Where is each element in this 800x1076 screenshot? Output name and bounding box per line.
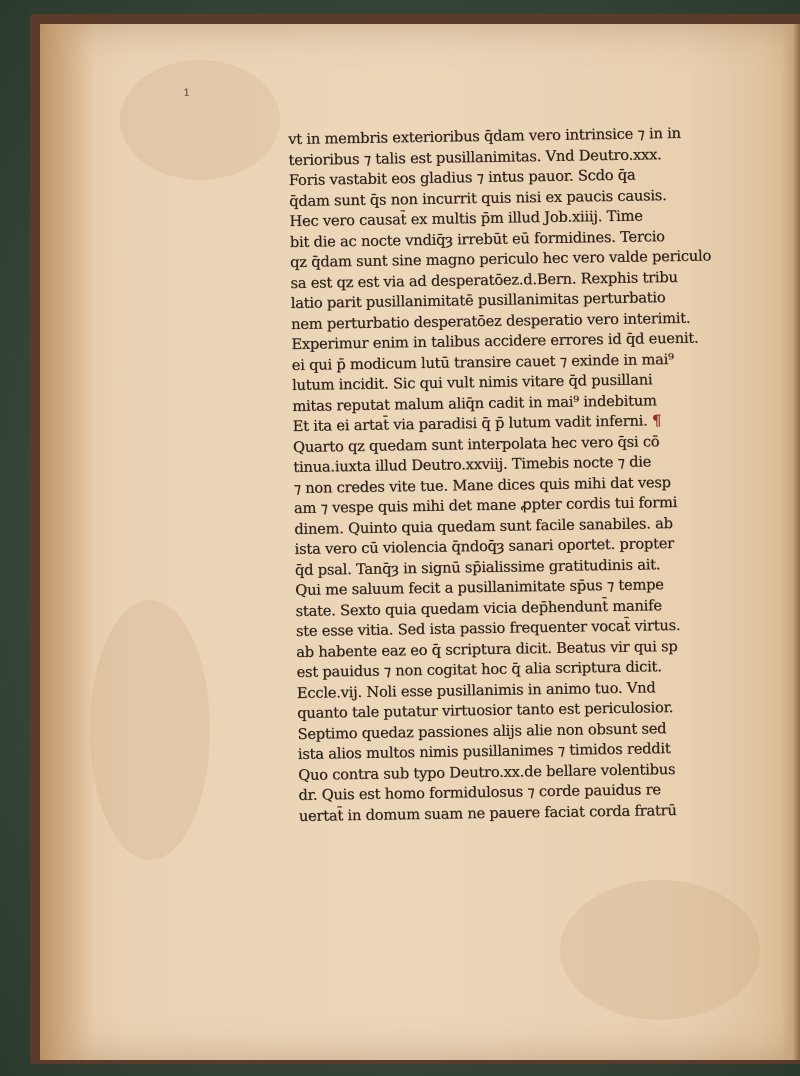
text-line: ste esse vitia. Sed ista passio frequenter vocat̄ virtus. [295, 616, 681, 640]
paper-stain [120, 60, 280, 180]
text-line: Septimo quedaz passiones alijs alie non obsunt sed [297, 719, 667, 743]
text-line: dinem. Quinto quia quedam sunt facile sanabiles. ab [294, 514, 673, 538]
text-line: uertat̄ in domum suam ne pauere faciat corda fratrū [298, 801, 677, 825]
paper-stain [90, 600, 210, 860]
text-line: Experimur enim in talibus accidere errores id q̄d euenit. [291, 329, 699, 353]
text-line: vt in membris exterioribus q̄dam vero intrinsice ⁊ in in [288, 124, 681, 148]
text-line: ab habente eaz eo q̄ scriptura dicit. Beatus vir qui sp [296, 637, 678, 661]
text-line: qz q̄dam sunt sine magno periculo hec vero valde periculo [289, 247, 712, 271]
text-line: am ⁊ vespe quis mihi det mane ꝓpter cordis tui formi [293, 493, 678, 517]
text-line: dr. Quis est homo formidulosus ⁊ corde pauidus re [298, 781, 661, 804]
text-line: lutum incidit. Sic qui vult nimis vitare q̄d pusillani [291, 371, 653, 394]
text-line: sa est qz est via ad desperatōez.d.Bern. Rexphis tribu [290, 268, 678, 292]
margin-mark: ¹ [183, 86, 191, 107]
text-line: ei qui p̄ modicum lutū transire cauet ⁊ exinde in mai⁹ [291, 350, 674, 374]
text-line: ista alios multos nimis pusillanimes ⁊ timidos reddit [297, 740, 671, 763]
text-line: ⁊ non credes vite tue. Mane dices quis mihi dat vesp [293, 473, 671, 497]
text-line: tinua.iuxta illud Deutro.xxviij. Timebis nocte ⁊ die [293, 453, 652, 476]
paragraph-mark: ¶ [647, 412, 662, 430]
text-line: Quarto qz quedam sunt interpolata hec vero q̄si cō [292, 432, 660, 456]
text-line: Qui me saluum fecit a pusillanimitate sp̄us ⁊ tempe [295, 576, 664, 599]
text-line: mitas reputat malum aliq̄n cadit in mai⁹ indebitum [292, 391, 657, 415]
text-line: ista vero cū violencia q̄ndoq̄ȝ sanari oportet. propter [294, 534, 675, 558]
paper-stain [560, 880, 760, 1020]
text-line: nem perturbatio desperatōez desperatio vero interimit. [290, 309, 691, 333]
text-line: state. Sexto quia quedam vicia dep̄hendunt̄ manife [295, 596, 662, 620]
text-line: est pauidus ⁊ non cogitat hoc q̄ alia scriptura dicit. [296, 658, 662, 681]
page-right-edge [782, 24, 800, 1060]
text-line: q̄d psal. Tanq̄ȝ in signū sp̄ialissime gratitudinis ait. [294, 555, 661, 579]
text-line: quanto tale putatur virtuosior tanto est periculosior. [297, 699, 674, 722]
text-line: Hec vero causat̄ ex multis p̄m illud Job.xiiij. Time [289, 207, 643, 230]
text-column [288, 123, 759, 827]
text-line: Foris vastabit eos gladius ⁊ intus pauor. Scdo q̄a [288, 166, 636, 189]
text-line: latio parit pusillanimitatē pusillanimitas perturbatio [290, 289, 666, 312]
text-line: bit die ac nocte vndiq̄ȝ irrebūt eū formidines. Tercio [289, 227, 665, 251]
text-line: Et ita ei artat̄ via paradisi q̄ p̄ lutum vadit inferni. ¶ [292, 412, 662, 435]
text-line: terioribus ⁊ talis est pusillanimitas. Vnd Deutro.xxx. [288, 145, 662, 169]
text-line: q̄dam sunt q̄s non incurrit quis nisi ex paucis causis. [288, 186, 667, 210]
text-line: Quo contra sub typo Deutro.xx.de bellare volentibus [297, 760, 676, 784]
page-gutter-shadow [40, 24, 94, 1060]
text-line: Eccle.vij. Noli esse pusillanimis in animo tuo. Vnd [296, 678, 656, 702]
